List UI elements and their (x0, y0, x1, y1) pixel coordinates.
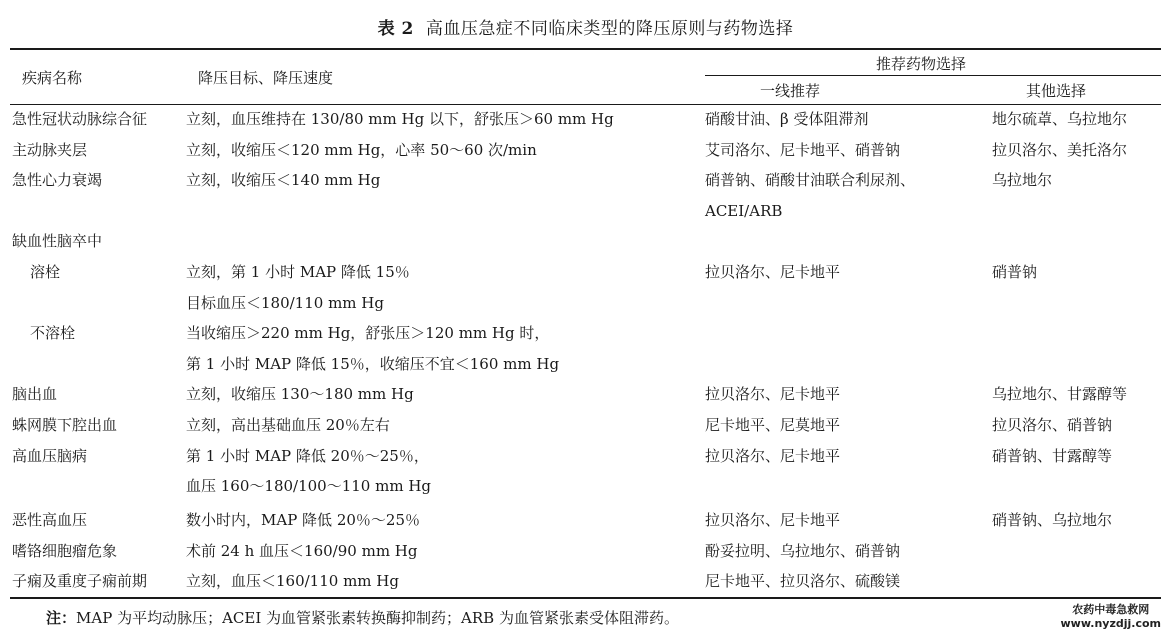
row-target: 立刻，收缩压＜140 mm Hg (186, 171, 381, 190)
row-group-disease: 缺血性脑卒中 (12, 232, 103, 251)
row-first-line: 拉贝洛尔、尼卡地平 (705, 385, 841, 404)
row-target: 立刻，收缩压＜120 mm Hg，心率 50～60 次/min (186, 140, 537, 159)
header-target: 降压目标、降压速度 (198, 69, 334, 87)
note-label: 注： (46, 609, 77, 627)
watermark-site-name: 农药中毒急救网 (1072, 603, 1150, 616)
watermark-url: www.nyzdjj.com (1060, 617, 1161, 630)
row-disease: 高血压脑病 (12, 446, 88, 465)
row-first-line: 拉贝洛尔、尼卡地平 (705, 446, 841, 465)
table-note (46, 607, 679, 628)
row-other: 拉贝洛尔、美托洛尔 (992, 140, 1128, 159)
row-target: 立刻，第 1 小时 MAP 降低 15％ (186, 263, 410, 281)
header-disease: 疾病名称 (22, 69, 83, 87)
row-other: 硝普钠、乌拉地尔 (992, 511, 1113, 529)
row-other: 地尔硫䓬、乌拉地尔 (992, 110, 1128, 128)
table-title (0, 14, 1171, 39)
row-disease: 急性冠状动脉综合征 (12, 110, 148, 128)
row-sub-disease: 不溶栓 (30, 324, 76, 343)
row-disease: 嗜铬细胞瘤危象 (12, 541, 118, 560)
row-disease: 恶性高血压 (12, 511, 88, 529)
row-target: 当收缩压＞220 mm Hg，舒张压＞120 mm Hg 时， (186, 324, 550, 343)
header-other: 其他选择 (1026, 82, 1087, 100)
row-other: 拉贝洛尔、硝普钠 (992, 416, 1113, 434)
row-first-line: 拉贝洛尔、尼卡地平 (705, 511, 841, 529)
top-rule (10, 48, 1161, 50)
header-sub-rule (705, 75, 1161, 76)
header-recommended: 推荐药物选择 (876, 55, 967, 73)
site-watermark (1061, 603, 1162, 631)
row-disease: 子痫及重度子痫前期 (12, 572, 148, 591)
row-first-line: 酚妥拉明、乌拉地尔、硝普钠 (705, 541, 901, 560)
row-first-line-cont: ACEI/ARB (705, 201, 783, 220)
row-first-line: 硝酸甘油、β 受体阻滞剂 (705, 110, 869, 128)
row-target-cont: 血压 160～180/100～110 mm Hg (186, 477, 432, 496)
row-target: 立刻，收缩压 130～180 mm Hg (186, 385, 414, 404)
row-target: 数小时内，MAP 降低 20％～25％ (186, 511, 420, 529)
row-target: 第 1 小时 MAP 降低 20％～25％， (186, 446, 429, 465)
row-target-cont: 第 1 小时 MAP 降低 15％，收缩压不宜＜160 mm Hg (186, 354, 560, 373)
row-other: 硝普钠 (992, 263, 1038, 281)
table-number: 表 2 (377, 19, 414, 39)
row-sub-disease: 溶栓 (30, 263, 61, 281)
row-first-line: 拉贝洛尔、尼卡地平 (705, 263, 841, 281)
row-first-line: 尼卡地平、尼莫地平 (705, 416, 841, 434)
row-target: 立刻，血压＜160/110 mm Hg (186, 572, 399, 591)
header-first-line: 一线推荐 (760, 82, 821, 100)
row-other: 硝普钠、甘露醇等 (992, 446, 1113, 465)
row-other: 乌拉地尔 (992, 171, 1053, 190)
row-target-cont: 目标血压＜180/110 mm Hg (186, 293, 384, 312)
row-disease: 急性心力衰竭 (12, 171, 103, 190)
row-disease: 主动脉夹层 (12, 140, 88, 159)
note-text: MAP 为平均动脉压；ACEI 为血管紧张素转换酶抑制药；ARB 为血管紧张素受体阻滞药。 (76, 609, 679, 627)
row-first-line: 尼卡地平、拉贝洛尔、硫酸镁 (705, 572, 901, 591)
row-disease: 脑出血 (12, 385, 58, 404)
row-target: 立刻，血压维持在 130/80 mm Hg 以下，舒张压＞60 mm Hg (186, 110, 614, 128)
table-caption: 高血压急症不同临床类型的降压原则与药物选择 (425, 19, 794, 39)
row-target: 立刻，高出基础血压 20％左右 (186, 416, 390, 434)
row-disease: 蛛网膜下腔出血 (12, 416, 118, 434)
row-first-line: 艾司洛尔、尼卡地平、硝普钠 (705, 140, 901, 159)
bottom-rule (10, 597, 1161, 599)
row-first-line: 硝普钠、硝酸甘油联合利尿剂、 (705, 171, 916, 190)
row-other: 乌拉地尔、甘露醇等 (992, 385, 1128, 404)
row-target: 术前 24 h 血压＜160/90 mm Hg (186, 541, 418, 560)
